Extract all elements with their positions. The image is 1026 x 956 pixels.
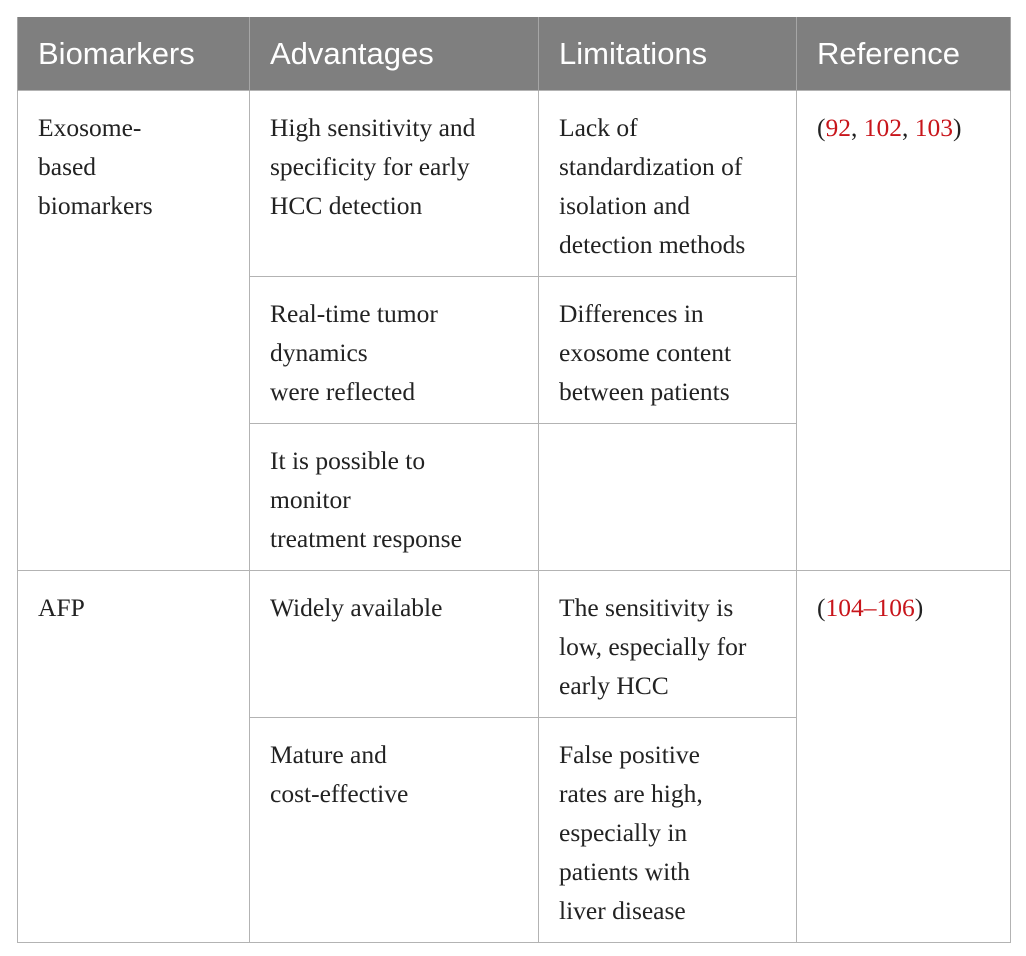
- advantage-text: cost-effective: [270, 779, 409, 808]
- limitation-text: detection methods: [559, 230, 746, 259]
- biomarker-name-line: biomarkers: [38, 191, 153, 220]
- limitation-text: especially in: [559, 818, 688, 847]
- biomarker-cell-exosome: [18, 91, 250, 571]
- biomarker-cell-afp: [18, 571, 250, 943]
- header-advantages: Advantages: [250, 17, 539, 91]
- reference-paren-open: (: [817, 113, 826, 142]
- limitation-text: early HCC: [559, 671, 669, 700]
- table-row: [18, 571, 1011, 718]
- advantage-text: Real-time tumor: [270, 299, 438, 328]
- advantage-text: specificity for early: [270, 152, 470, 181]
- limitation-cell: [539, 571, 797, 718]
- reference-link[interactable]: 104–106: [825, 593, 915, 622]
- header-limitations: Limitations: [539, 17, 797, 91]
- advantage-text: Widely available: [270, 593, 443, 622]
- limitation-text: False positive: [559, 740, 700, 769]
- biomarker-name-line: based: [38, 152, 97, 181]
- header-row: [18, 17, 1011, 91]
- limitation-text: patients with: [559, 857, 691, 886]
- advantage-text: HCC detection: [270, 191, 423, 220]
- advantage-text: treatment response: [270, 524, 462, 553]
- biomarker-name-line: Exosome-: [38, 113, 142, 142]
- reference-separator: ,: [902, 113, 915, 142]
- reference-cell-afp: [797, 571, 1011, 943]
- limitation-text: liver disease: [559, 896, 686, 925]
- reference-link[interactable]: 103: [914, 113, 953, 142]
- limitation-text: The sensitivity is: [559, 593, 734, 622]
- limitation-text: low, especially for: [559, 632, 747, 661]
- advantage-text: monitor: [270, 485, 351, 514]
- advantage-text: High sensitivity and: [270, 113, 476, 142]
- reference-link[interactable]: 102: [863, 113, 902, 142]
- limitation-text: Lack of: [559, 113, 638, 142]
- advantage-cell: [250, 424, 539, 571]
- advantage-text: Mature and: [270, 740, 387, 769]
- advantage-text: It is possible to: [270, 446, 426, 475]
- limitation-text: Differences in: [559, 299, 704, 328]
- advantage-cell: [250, 718, 539, 943]
- limitation-text: exosome content: [559, 338, 732, 367]
- limitation-text: isolation and: [559, 191, 691, 220]
- reference-separator: ,: [851, 113, 864, 142]
- advantage-text: dynamics: [270, 338, 368, 367]
- advantage-cell: [250, 571, 539, 718]
- reference-paren-close: ): [914, 593, 924, 622]
- reference-link[interactable]: 92: [825, 113, 851, 142]
- biomarker-name-line: AFP: [38, 593, 85, 622]
- advantage-text: were reflected: [270, 377, 416, 406]
- limitation-cell-empty: [539, 424, 797, 571]
- reference-cell-exosome: [797, 91, 1011, 571]
- biomarker-comparison-table: [17, 17, 1011, 943]
- header-reference: Reference: [797, 17, 1011, 91]
- table-row: [18, 91, 1011, 277]
- limitation-cell: [539, 718, 797, 943]
- limitation-text: between patients: [559, 377, 730, 406]
- limitation-cell: [539, 91, 797, 277]
- reference-paren-close: ): [953, 113, 962, 142]
- reference-paren-open: (: [817, 593, 826, 622]
- advantage-cell: [250, 277, 539, 424]
- advantage-cell: [250, 91, 539, 277]
- limitation-text: standardization of: [559, 152, 743, 181]
- limitation-cell: [539, 277, 797, 424]
- header-biomarkers: Biomarkers: [18, 17, 250, 91]
- limitation-text: rates are high,: [559, 779, 703, 808]
